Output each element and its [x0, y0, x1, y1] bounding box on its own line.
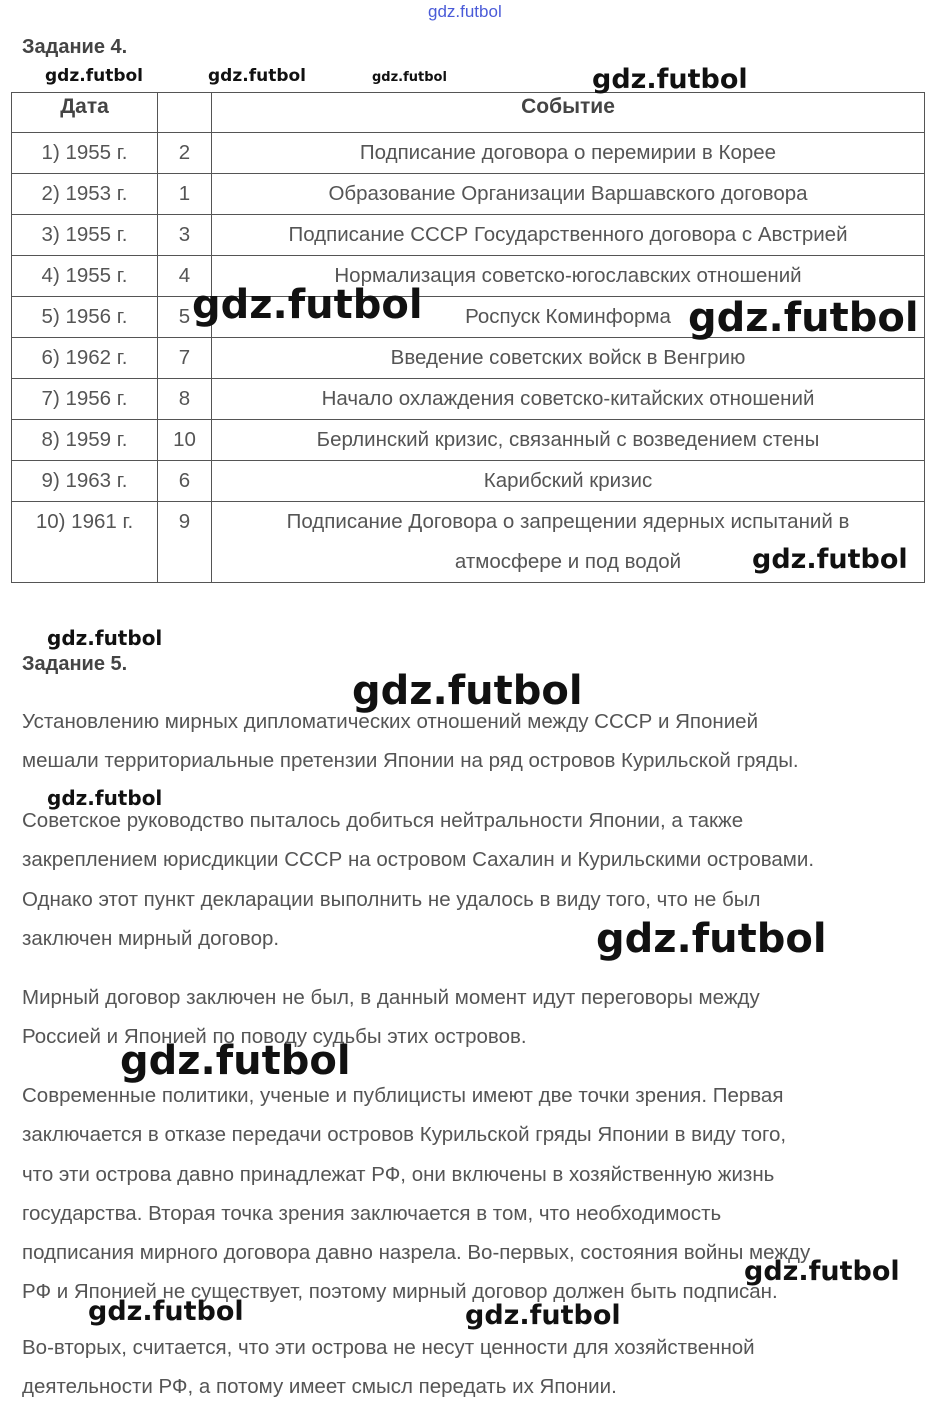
number-cell: 2 [158, 133, 212, 174]
table-row [12, 379, 925, 420]
date-cell: 9) 1963 г. [12, 461, 158, 502]
text-line: Однако этот пункт декларации выполнить не удалось в виду того, что не был [22, 887, 761, 911]
task5-title: Задание 5. [22, 653, 128, 675]
watermark-text: gdz.futbol [596, 916, 827, 962]
date-cell: 3) 1955 г. [12, 215, 158, 256]
text-line: мешали территориальные претензии Японии на ряд островов Курильской гряды. [22, 749, 799, 773]
table-row [12, 174, 925, 215]
event-line-2: атмосфере и под водой [454, 550, 682, 573]
event-line-1: Подписание Договора о запрещении ядерных испытаний в [286, 510, 850, 533]
date-cell: 7) 1956 г. [12, 379, 158, 420]
event-cell: Подписание договора о перемирии в Корее [212, 133, 925, 174]
event-cell: Образование Организации Варшавского договора [212, 174, 925, 215]
number-cell: 7 [158, 338, 212, 379]
table-row [12, 338, 925, 379]
date-cell: 8) 1959 г. [12, 420, 158, 461]
text-line: подписания мирного договора давно назрела. Во-первых, состояния войны между [22, 1241, 811, 1265]
date-cell: 1) 1955 г. [12, 133, 158, 174]
text-line: государства. Вторая точка зрения заключается в том, что необходимость [22, 1201, 722, 1225]
number-cell: 1 [158, 174, 212, 215]
watermark-text: gdz.futbol [47, 786, 163, 810]
header-number [158, 93, 212, 133]
text-line: деятельности РФ, а потому имеет смысл передать их Японии. [22, 1375, 617, 1399]
watermark-text: gdz.futbol [592, 64, 748, 95]
number-cell: 5 [158, 297, 212, 338]
date-cell: 2) 1953 г. [12, 174, 158, 215]
watermark-text: gdz.futbol [688, 295, 919, 341]
date-cell: 6) 1962 г. [12, 338, 158, 379]
watermark-text: gdz.futbol [88, 1296, 244, 1327]
table-row [12, 133, 925, 174]
event-cell: Нормализация советско-югославских отношений [212, 256, 925, 297]
number-cell: 6 [158, 461, 212, 502]
table-row [12, 215, 925, 256]
event-cell: Роспуск Коминформа [212, 297, 925, 338]
number-cell: 10 [158, 420, 212, 461]
watermark-text: gdz.futbol [752, 544, 908, 575]
watermark-text: gdz.futbol [372, 70, 447, 85]
header-date: Дата [12, 93, 158, 133]
text-line: Современные политики, ученые и публицисты имеют две точки зрения. Первая [22, 1084, 784, 1107]
date-cell: 10) 1961 г. [12, 502, 158, 583]
text-line: заключен мирный договор. [22, 926, 280, 950]
watermark-text: gdz.futbol [744, 1256, 900, 1287]
watermark-text: gdz.futbol [352, 668, 583, 714]
text-line: Установлению мирных дипломатических отношений между СССР и Японией [22, 710, 759, 733]
text-line: что эти острова давно принадлежат РФ, они включены в хозяйственную жизнь [22, 1162, 775, 1186]
watermark-text: gdz.futbol [192, 282, 423, 328]
table-header-row [12, 93, 925, 133]
text-line: заключается в отказе передачи островов Курильской гряды Японии в виду того, [22, 1123, 787, 1147]
watermark-text: gdz.futbol [120, 1038, 351, 1084]
watermark-text: gdz.futbol [465, 1300, 621, 1331]
date-cell: 4) 1955 г. [12, 256, 158, 297]
event-cell: Берлинский кризис, связанный с возведением стены [212, 420, 925, 461]
number-cell: 9 [158, 502, 212, 583]
watermark-text: gdz.futbol [45, 66, 143, 86]
number-cell: 8 [158, 379, 212, 420]
watermark-text: gdz.futbol [47, 626, 163, 650]
text-line: Мирный договор заключен не был, в данный момент идут переговоры между [22, 986, 760, 1009]
event-cell: Подписание СССР Государственного договора с Австрией [212, 215, 925, 256]
text-line: Во-вторых, считается, что эти острова не несут ценности для хозяйственной [22, 1336, 755, 1359]
watermark-text: gdz.futbol [208, 66, 306, 86]
event-cell: Карибский кризис [212, 461, 925, 502]
number-cell: 3 [158, 215, 212, 256]
text-line: Россией и Японией по поводу судьбы этих островов. [22, 1025, 527, 1049]
number-cell: 4 [158, 256, 212, 297]
text-line: РФ и Японией не существует, поэтому мирный договор должен быть подписан. [22, 1280, 778, 1304]
text-line: Советское руководство пыталось добиться нейтральности Японии, а также [22, 809, 744, 832]
header-event: Событие [212, 93, 925, 133]
date-cell: 5) 1956 г. [12, 297, 158, 338]
text-line: закреплением юрисдикции СССР на островом Сахалин и Курильскими островами. [22, 848, 815, 872]
event-cell: Начало охлаждения советско-китайских отношений [212, 379, 925, 420]
table-row [12, 420, 925, 461]
event-cell: Введение советских войск в Венгрию [212, 338, 925, 379]
watermark-text: gdz.futbol [428, 2, 502, 21]
paragraph-5 [22, 1328, 922, 1407]
task4-title: Задание 4. [22, 36, 128, 58]
table-row [12, 256, 925, 297]
table-row [12, 461, 925, 502]
